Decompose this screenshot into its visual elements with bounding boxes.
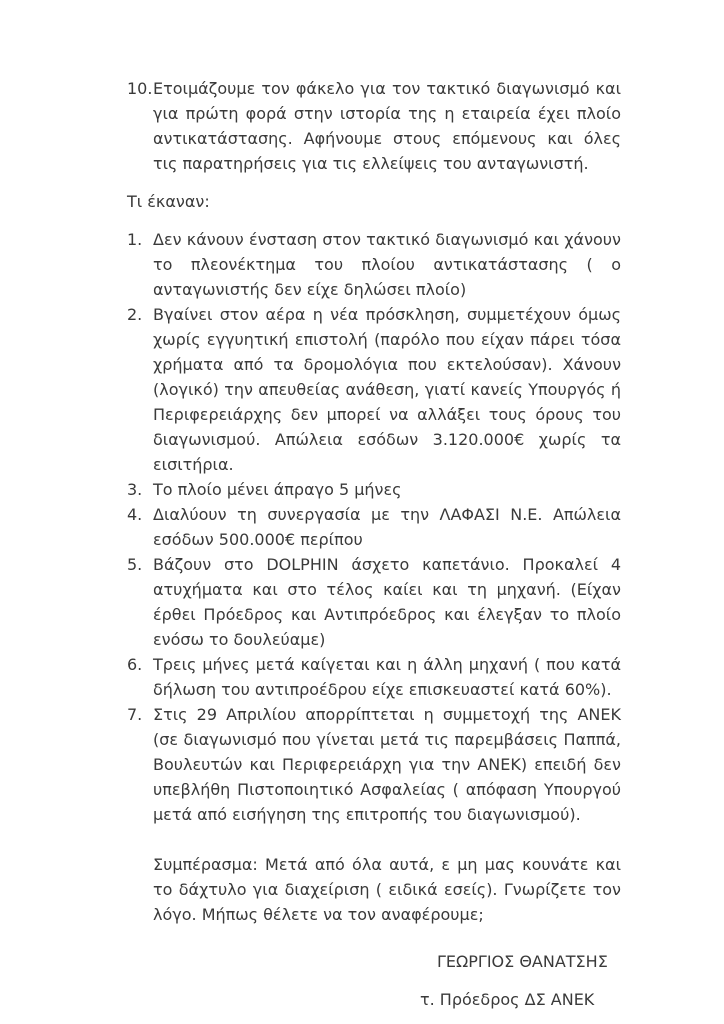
intro-item-number: 10.: [127, 79, 153, 98]
document-content: [127, 76, 621, 1012]
list-item-6-text: Τρεις μήνες μετά καίγεται και η άλλη μηχανή ( που κατά δήλωση του αντιπροέδρου είχε επισκευαστεί κατά 60%).: [153, 655, 621, 699]
signature-title: τ. Πρόεδρος ΔΣ ΑΝΕΚ: [420, 990, 595, 1009]
list-item-4-text: Διαλύουν τη συνεργασία με την ΛΑΦΑΣΙ Ν.Ε. Απώλεια εσόδων 500.000€ περίπου: [153, 505, 621, 549]
list-item-3: [127, 477, 621, 502]
list-item-1-number: 1.: [127, 230, 143, 249]
list-item-6-number: 6.: [127, 655, 143, 674]
list-item-5-number: 5.: [127, 555, 143, 574]
section-heading: Τι έκαναν:: [127, 192, 210, 211]
list-item-4: [127, 502, 621, 552]
list-item-2-number: 2.: [127, 305, 143, 324]
list-item-1: [127, 227, 621, 302]
list-item-5: [127, 552, 621, 652]
intro-item-text: Ετοιμάζουμε τον φάκελο για τον τακτικό διαγωνισμό και για πρώτη φορά στην ιστορία της η εταιρεία έχει πλοίο αντικατάστασης. Αφήνουμε στους επόμενους και όλες τις παρατηρήσεις για τις ελλείψεις του ανταγωνιστή.: [153, 79, 621, 173]
list-item-5-text: Βάζουν στο DOLPHIN άσχετο καπετάνιο. Προκαλεί 4 ατυχήματα και στο τέλος καίει και τη μηχανή. (Είχαν έρθει Πρόεδρος και Αντιπρόεδρος και έλεγξαν το πλοίο ενόσω το δουλεύαμε): [153, 555, 621, 649]
list-item-3-text: Το πλοίο μένει άπραγο 5 μήνες: [153, 480, 402, 499]
list-item-2: [127, 302, 621, 477]
list-item-7-number: 7.: [127, 705, 143, 724]
list-item-7-text: Στις 29 Απριλίου απορρίπτεται η συμμετοχή της ΑΝΕΚ (σε διαγωνισμό που γίνεται μετά τις παρεμβάσεις Παππά, Βουλευτών και Περιφερειάρχη για την ΑΝΕΚ) επειδή δεν υπεβλήθη Πιστοποιητικό Ασφαλείας ( απόφαση Υπουργού μετά από εισήγηση της επιτροπής του διαγωνισμού).: [153, 705, 621, 824]
signature-name: ΓΕΩΡΓΙΟΣ ΘΑΝΑΤΣΗΣ: [437, 952, 608, 971]
intro-item: [127, 76, 621, 176]
list-item-4-number: 4.: [127, 505, 143, 524]
list-item-3-number: 3.: [127, 480, 143, 499]
list-item-7: [127, 702, 621, 827]
list-item-1-text: Δεν κάνουν ένσταση στον τακτικό διαγωνισμό και χάνουν το πλεονέκτημα του πλοίου αντικατάστασης ( ο ανταγωνιστής δεν είχε δηλώσει πλοίο): [153, 230, 621, 299]
conclusion-paragraph: Συμπέρασμα: Μετά από όλα αυτά, ε μη μας κουνάτε και το δάχτυλο για διαχείριση ( ειδικά εσείς). Γνωρίζετε τον λόγο. Μήπως θέλετε να τον αναφέρουμε;: [153, 855, 621, 924]
list-item-2-text: Βγαίνει στον αέρα η νέα πρόσκληση, συμμετέχουν όμως χωρίς εγγυητική επιστολή (παρόλο που είχαν πάρει τόσα χρήματα από τα δρομολόγια που εκτελούσαν). Χάνουν (λογικό) την απευθείας ανάθεση, γιατί κανείς Υπουργός ή Περιφερειάρχης δεν μπορεί να αλλάξει τους όρους του διαγωνισμού. Απώλεια εσόδων 3.120.000€ χωρίς τα εισιτήρια.: [153, 305, 621, 474]
list-item-6: [127, 652, 621, 702]
